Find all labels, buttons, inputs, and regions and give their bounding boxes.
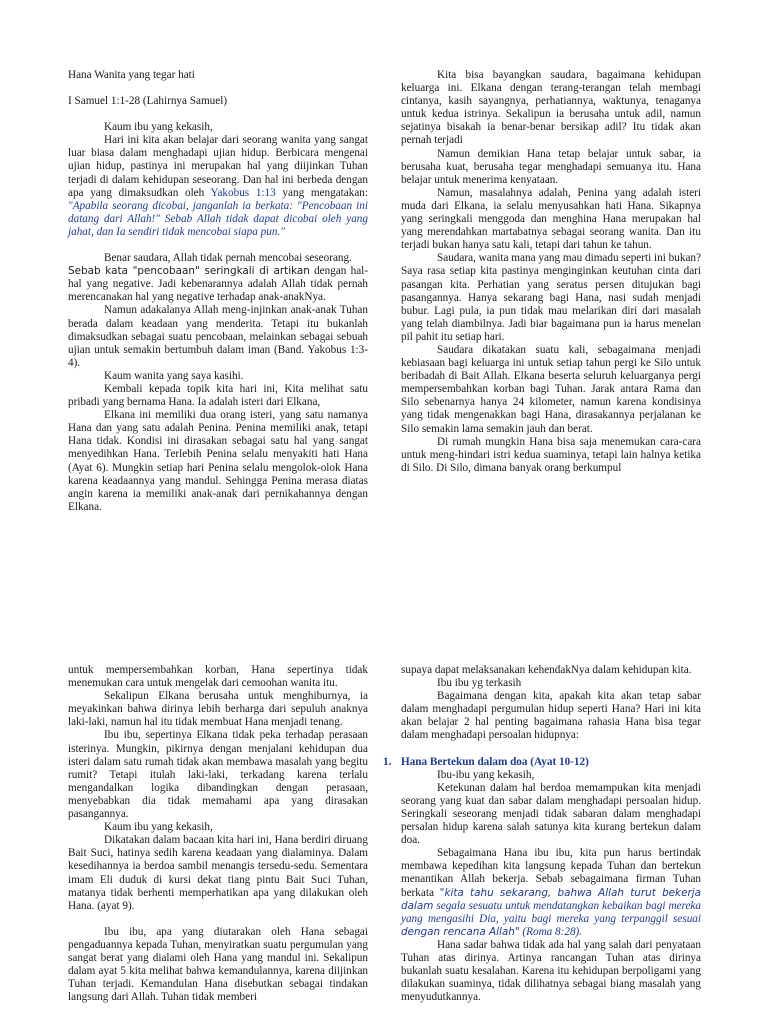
document-title: Hana Wanita yang tegar hati (68, 69, 195, 81)
section-heading (383, 756, 701, 769)
paragraph: Kembali kepada topik kita hari ini, Kita melihat satu pribadi yang bernama Hana. Ia adalah isteri dari Elkana, (68, 382, 368, 409)
greeting: Kaum ibu yang kekasih, (104, 121, 213, 134)
paragraph: Saudara dikatakan suatu kali, sebagaimana menjadi kebiasaan bagi keluarga ini untuk setiap tahun pergi ke Silo untuk beribadah di Bait Allah. Elkana beserta seluruh keluarganya pergi mempersembahkan korban bagi Tuhan. Jarak antara Rama dan Silo sebenarnya hanya 24 kilometer, namun karena kondisinya yang tidak mengenakkan bagi Hana, dirasakannya perjalanan ke Silo semakin lama semakin jauh dan berat. (401, 343, 701, 435)
bible-link[interactable]: Yakobus 1:13 (210, 186, 276, 199)
column-right (383, 664, 701, 1004)
bible-reference: (Roma 8:28). (519, 925, 583, 938)
handwritten-quote: "kita tahu sekarang, bahwa Allah turut bekerja dalam (401, 886, 701, 912)
paragraph: untuk mempersembahkan korban, Hana sepertinya tidak menemukan cara untuk mengelak dari cemoohan wanita itu. (68, 664, 368, 690)
bible-quote: "Apabila seorang dicobai, janganlah ia berkata: "Pencobaan ini datang dari Allah!" Sebab Allah tidak dapat dicobai oleh yang jahat, dan Ia sendiri tidak mencobai siapa pun." (68, 199, 368, 238)
paragraph: Ibu ibu, sepertinya Elkana tidak peka terhadap perasaan isterinya. Mungkin, pikirnya dengan menjalani kehidupan dua isteri dalam satu rumah tidak akan membawa masalah yang begitu rumit? Tetapi itulah laki-laki, terkadang karena terlalu mengandalkan logika dibandingkan dengan perasaan, menyebabkan dia tidak memahami apa yang dirasakan pasangannya. (68, 729, 368, 821)
paragraph: Dikatakan dalam bacaan kita hari ini, Hana berdiri diruang Bait Suci, hatinya sedih karena keadaan yang dialaminya. Dalam kesedihannya ia berdoa sambil menangis tersedu-sedu. Sementara imam Eli duduk di kursi dekat tiang pintu Bait Suci Tuhan, matanya tidak berhenti memperhatikan apa yang dilakukan oleh Hana. (ayat 9). (68, 834, 368, 912)
paragraph: Sekalipun Elkana berusaha untuk menghiburnya, ia meyakinkan bahwa dirinya lebih berharga dari sepuluh anaknya laki-laki, namun hal itu tidak membuat Hana menjadi tenang. (68, 690, 368, 729)
paragraph: Kita bisa bayangkan saudara, bagaimana kehidupan keluarga ini. Elkana dengan terang-terangan telah membagi cintanya, kasih sayangnya, perhatiannya, waktunya, tenaganya untuk kedua istrinya. Sekalipun ia berusaha untuk adil, namun sejatinya bisakah ia benar-benar bersikap adil? Itu tidak akan pernah terjadi (401, 69, 701, 147)
column-left (68, 69, 368, 514)
paragraph-text: dengan hal-hal yang negative. Jadi kebenarannya adalah Allah tidak pernah merencanakan hal yang negative terhadap anak-anakNya. (68, 265, 368, 304)
column-left (68, 664, 368, 1004)
greeting: Ibu ibu yg terkasih (437, 677, 522, 690)
handwritten-text: Sebab kata "pencobaan" seringkali di artikan (68, 265, 310, 278)
paragraph-text: yang mengatakan: (275, 186, 368, 199)
paragraph: Bagaimana dengan kita, apakah kita akan tetap sabar dalam menghadapi pergumulan hidup seperti Hana? Hari ini kita akan belajar 2 hal penting bagaimana rahasia Hana bisa tegar dalam menghadapi persoalan hidupnya: (401, 690, 701, 742)
document-page-bottom (0, 652, 768, 1024)
paragraph (401, 847, 701, 939)
section-heading-text: Hana Bertekun dalam doa (Ayat 10-12) (401, 755, 589, 768)
paragraph: Benar saudara, Allah tidak pernah mencobai seseorang. (104, 252, 352, 265)
paragraph (68, 134, 368, 239)
greeting: Kaum wanita yang saya kasihi. (104, 369, 244, 382)
paragraph-text: Hari ini kita akan belajar dari seorang wanita yang sangat luar biasa dalam menghadapi ujian hidup. Berbicara mengenai ujian hidup, pastinya ini merupakan hal yang diijinkan Tuhan terjadi di dalam kehidupan seseorang. Dan hal ini berbeda dengan apa yang dimaksudkan oleh (68, 134, 368, 199)
paragraph: Elkana ini memiliki dua orang isteri, yang satu namanya Hana dan yang satu adalah Penina. Penina memiliki anak, tetapi Hana tidak. Kondisi ini dirasakan sebagai satu hal yang sangat menyedihkan Hana. Terlebih Penina selalu menyakiti hati Hana (Ayat 6). Mungkin setiap hari Penina selalu mengolok-olok Hana karena keadaannya yang mandul. Sehingga Penina merasa diatas angin karena ia memiliki anak-anak dari pernikahannya dengan Elkana. (68, 409, 368, 513)
paragraph: supaya dapat melaksanakan kehendakNya dalam kehidupan kita. (401, 664, 692, 676)
paragraph: Namun, masalahnya adalah, Penina yang adalah isteri muda dari Elkana, ia selalu menyusahkan hati Hana. Sikapnya yang seringkali menggoda dan menghina Hana merupakan hal yang merendahkan martabatnya sebagai seorang wanita. Dan itu terjadi bukan hanya satu kali, tetapi dari tahun ke tahun. (401, 186, 701, 252)
column-right (401, 69, 701, 475)
paragraph: Ketekunan dalam hal berdoa memampukan kita menjadi seorang yang kuat dan sabar dalam menghadapi persoalan hidup. Seringkali seseorang menjadi tidak sabaran dalam menghadapi persalan hidup karena salah satunya kita kurang bertekun dalam doa. (401, 781, 701, 847)
paragraph (68, 265, 368, 304)
scripture-reference: I Samuel 1:1-28 (Lahirnya Samuel) (68, 95, 228, 108)
paragraph: Ibu ibu, apa yang diutarakan oleh Hana sebagai pengaduannya kepada Tuhan, menyiratkan suatu pergumulan yang sangat berat yang dialami oleh Hana yang mandul ini. Sekalipun dalam ayat 5 kita melihat bahwa kemandulannya, karena diijinkan Tuhan terjadi. Kemandulan Hana disebutkan sebagai tindakan langsung dari Allah. Tuhan tidak memberi (68, 925, 368, 1004)
handwritten-quote: dengan rencana Allah" (401, 925, 520, 938)
paragraph: Di rumah mungkin Hana bisa saja menemukan cara-cara untuk meng-hindari istri kedua suaminya, tetapi lain halnya ketika di Silo. Di Silo, dimana banyak orang berkumpul (401, 435, 701, 474)
paragraph: Saudara, wanita mana yang mau dimadu seperti ini bukan? Saya rasa setiap kita pastinya menginginkan keutuhan cinta dari pasangan kita. Perhatian yang seratus persen ditujukan bagi pasangannya. Hanya sekarang bagi Hana, nasi sudah menjadi bubur. Lagi pula, ia pun tidak mau melarikan diri dari masalah yang telah diambilnya. Jadi biar bagaimana pun ia harus menelan pil pahit itu setiap hari. (401, 252, 701, 343)
paragraph: Namun adakalanya Allah meng-injinkan anak-anak Tuhan berada dalam keadaan yang menderita. Tetapi itu bukanlah dimaksudkan sebagai suatu pencobaan, melainkan sebagai sebuah ujian untuk semakin bertumbuh dalam iman (Band. Yakobus 1:3-4). (68, 304, 368, 369)
section-number: 1. (383, 755, 392, 768)
bible-quote: segala sesuatu untuk mendatangkan kebaikan bagi mereka yang mengasihi Dia, yaitu bagi mereka yang terpanggil sesuai (401, 899, 701, 925)
greeting: Kaum ibu yang kekasih, (104, 821, 213, 834)
greeting: Ibu-ibu yang kekasih, (437, 768, 535, 781)
paragraph: Namun demikian Hana tetap belajar untuk sabar, ia berusaha kuat, berusaha tegar menghadapi semuanya itu. Hana belajar untuk menerima kenyataan. (401, 147, 701, 186)
paragraph: Hana sadar bahwa tidak ada hal yang salah dari penyataan Tuhan atas dirinya. Artinya rancangan Tuhan atas dirinya bukanlah suatu kesalahan. Karena itu kehidupan berpoligami yang dilakukan suaminya, tidak dilihatnya sebagai biang masalah yang menyudutkannya. (401, 938, 701, 1004)
paragraph-text: Sebagaimana Hana ibu ibu, kita pun harus bertindak membawa kepedihan kita langsung kepada Tuhan dan bertekun menantikan Allah bekerja. Sebab sebagaimana firman Tuhan berkata (401, 847, 701, 899)
